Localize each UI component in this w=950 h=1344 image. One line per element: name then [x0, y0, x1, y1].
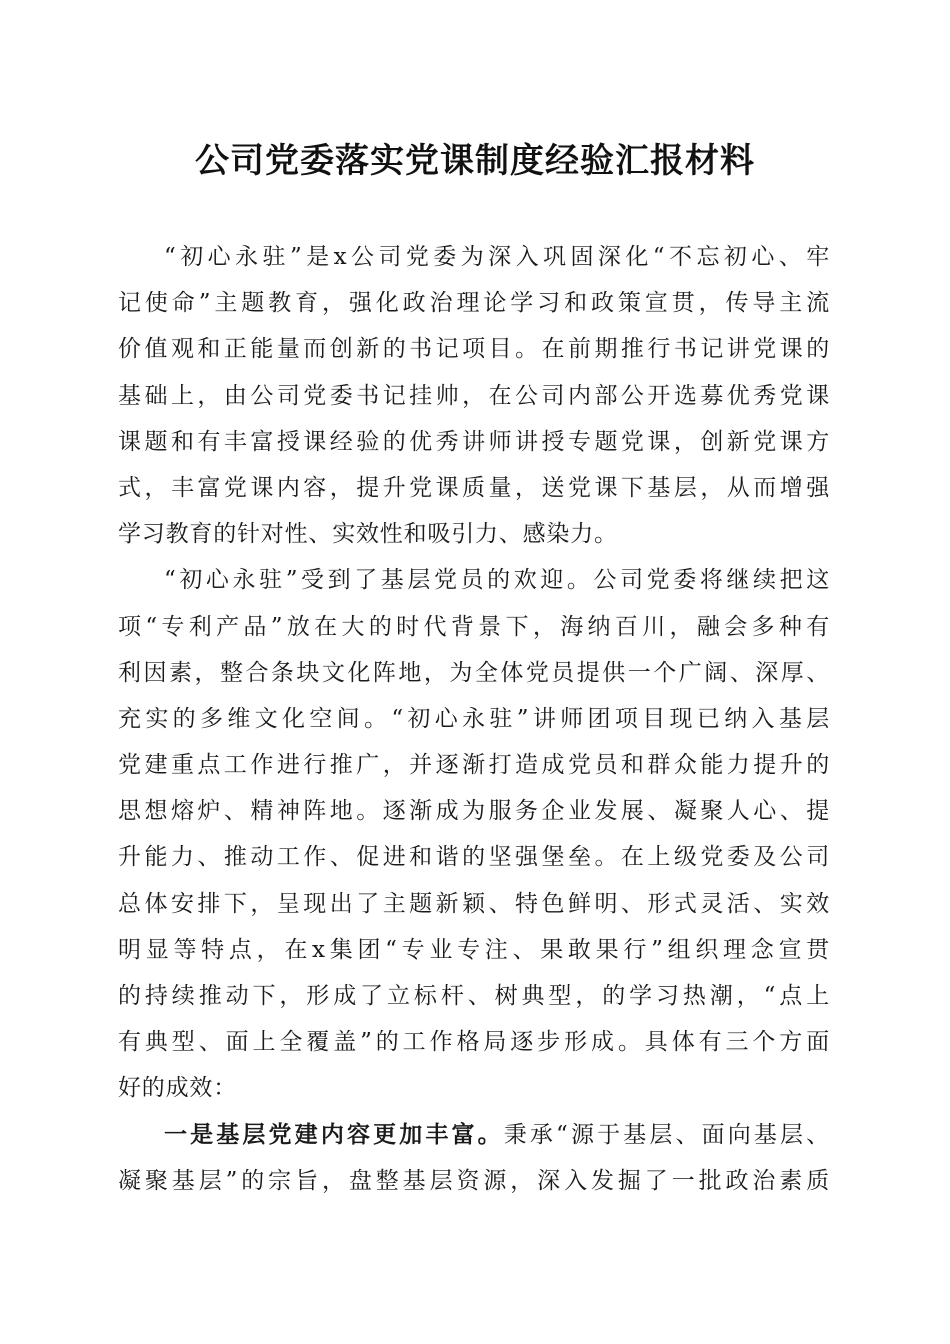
paragraph-line: 总体安排下，呈现出了主题新颖、特色鲜明、形式灵活、实效 — [118, 890, 830, 917]
paragraph-line: 明显等特点，在x集团“专业专注、果敢果行”组织理念宣贯 — [118, 936, 830, 963]
paragraph-line: 利因素，整合条块文化阵地，为全体党员提供一个广阔、深厚、 — [118, 659, 830, 686]
paragraph-line: “初心永驻”受到了基层党员的欢迎。公司党委将继续把这 — [164, 567, 830, 594]
section-lead: 一是基层党建内容更加丰富。 — [164, 1120, 504, 1148]
paragraph-line: 基础上，由公司党委书记挂帅，在公司内部公开选募优秀党课 — [118, 382, 830, 409]
paragraph-1 — [118, 234, 830, 557]
document-body — [118, 234, 830, 1204]
paragraph-line: 凝聚基层”的宗旨，盘整基层资源，深入发掘了一批政治素质 — [118, 1167, 830, 1194]
paragraph-line: 有典型、面上全覆盖”的工作格局逐步形成。具体有三个方面 — [118, 1029, 830, 1056]
paragraph-3 — [118, 1112, 830, 1204]
paragraph-line: 记使命”主题教育，强化政治理论学习和政策宣贯，传导主流 — [118, 290, 830, 317]
paragraph-text: 秉承“源于基层、面向基层、 — [503, 1121, 830, 1148]
paragraph-line: 充实的多维文化空间。“初心永驻”讲师团项目现已纳入基层 — [118, 705, 830, 732]
document-title: 公司党委落实党课制度经验汇报材料 — [195, 141, 755, 181]
paragraph-line: 项“专利产品”放在大的时代背景下，海纳百川，融会多种有 — [118, 613, 830, 640]
paragraph-2 — [118, 557, 830, 1111]
paragraph-line: 式，丰富党课内容，提升党课质量，送党课下基层，从而增强 — [118, 474, 830, 501]
paragraph-line: 的持续推动下，形成了立标杆、树典型，的学习热潮，“点上 — [118, 983, 830, 1009]
paragraph-line: “初心永驻”是x公司党委为深入巩固深化“不忘初心、牢 — [164, 244, 830, 270]
paragraph-line: 思想熔炉、精神阵地。逐渐成为服务企业发展、凝聚人心、提 — [118, 798, 830, 825]
paragraph-line: 好的成效： — [118, 1075, 237, 1102]
paragraph-line: 升能力、推动工作、促进和谐的坚强堡垒。在上级党委及公司 — [118, 844, 830, 871]
paragraph-line: 党建重点工作进行推广，并逐渐打造成党员和群众能力提升的 — [118, 752, 830, 779]
paragraph-line — [118, 1112, 830, 1158]
paragraph-line: 课题和有丰富授课经验的优秀讲师讲授专题党课，创新党课方 — [118, 428, 830, 455]
paragraph-line: 价值观和正能量而创新的书记项目。在前期推行书记讲党课的 — [118, 336, 830, 363]
paragraph-line: 学习教育的针对性、实效性和吸引力、感染力。 — [118, 521, 618, 548]
